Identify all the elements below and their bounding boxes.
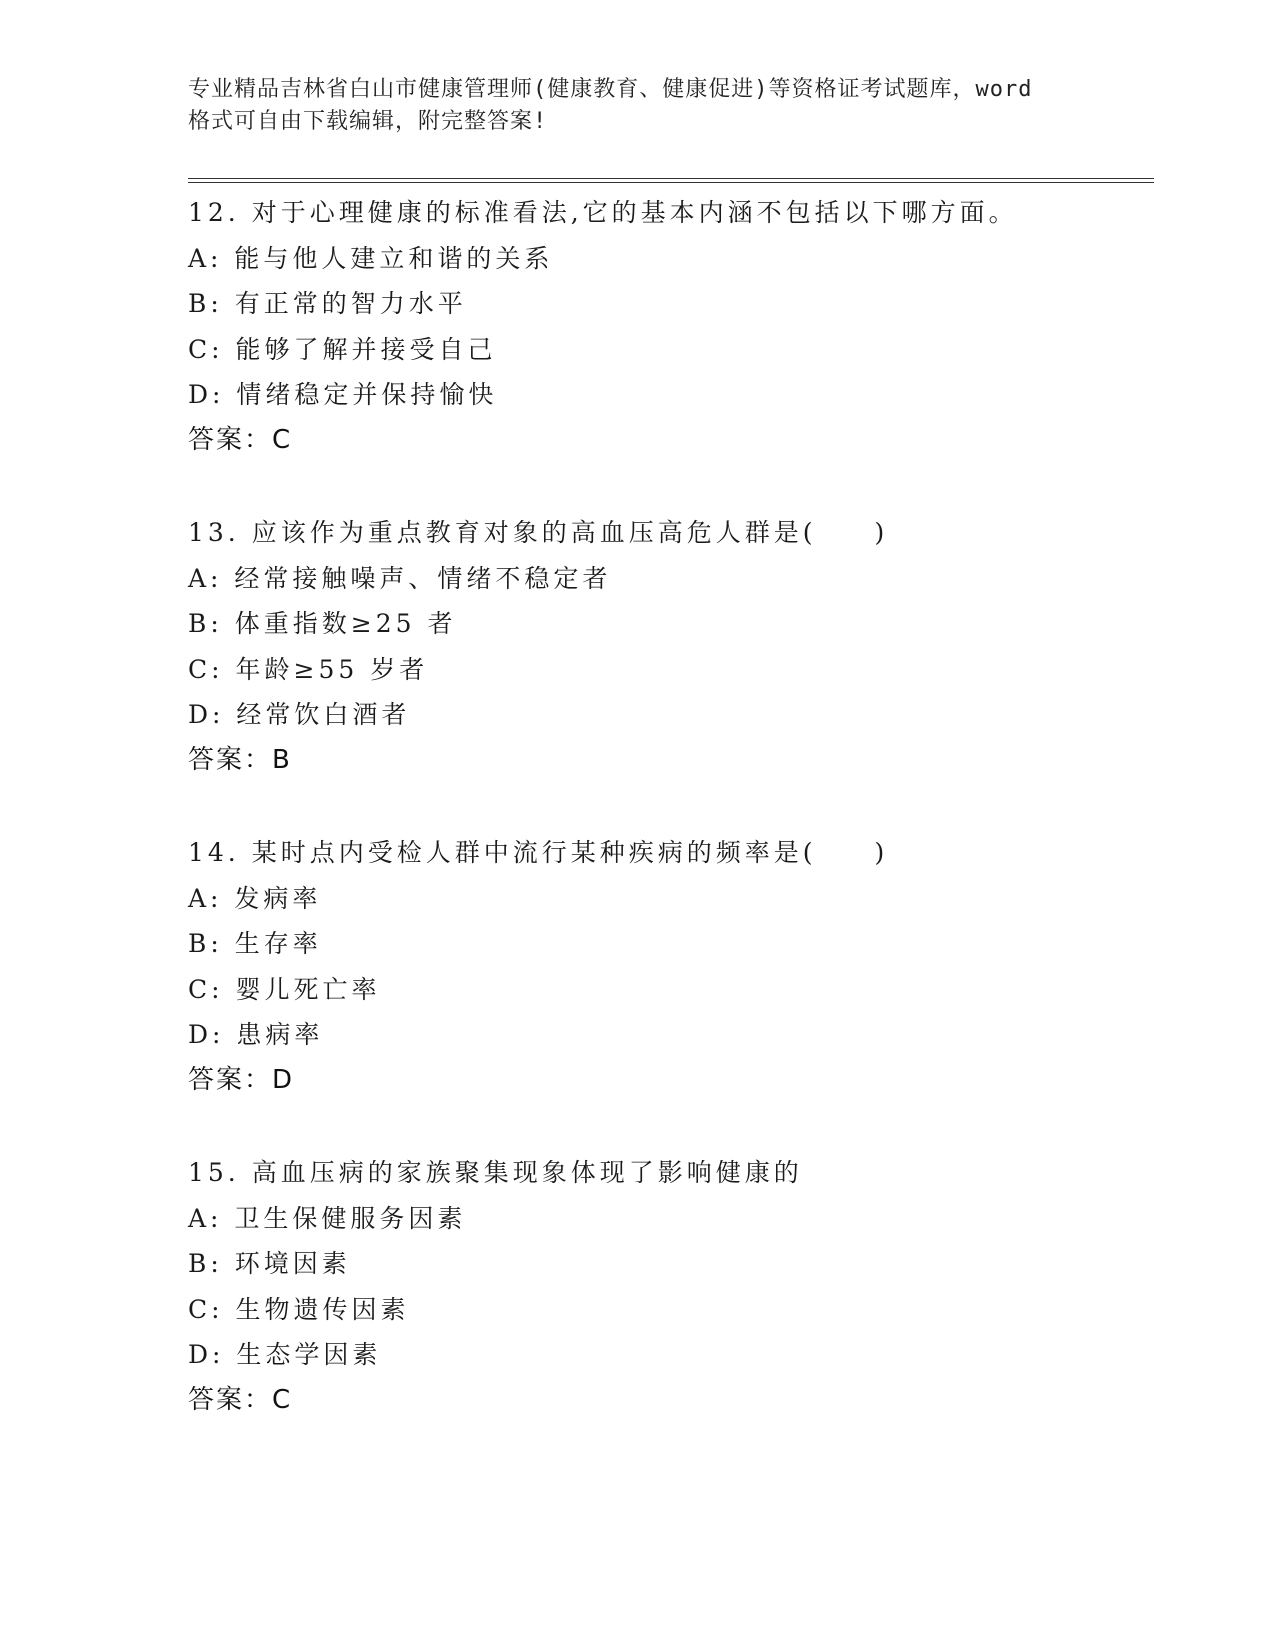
option-a: A: 能与他人建立和谐的关系 — [188, 243, 554, 273]
option-a: A: 经常接触噪声、情绪不稳定者 — [188, 563, 612, 593]
answer: 答案：C — [188, 1384, 293, 1415]
option-c: C: 能够了解并接受自己 — [188, 334, 497, 364]
header-divider-top — [188, 178, 1154, 179]
document-header — [188, 74, 1088, 138]
option-a: A: 发病率 — [188, 883, 322, 913]
option-b: B: 有正常的智力水平 — [188, 289, 467, 318]
answer: 答案：C — [188, 424, 293, 455]
header-line-1: 专业精品吉林省白山市健康管理师(健康教育、健康促进)等资格证考试题库，word — [188, 77, 1033, 102]
question-spacer — [188, 783, 1148, 830]
option-b: B: 体重指数≥25 者 — [188, 609, 457, 638]
option-c: C: 生物遗传因素 — [188, 1294, 410, 1324]
answer: 答案：D — [188, 1064, 295, 1095]
option-d: D: 患病率 — [188, 1020, 324, 1049]
option-b: B: 环境因素 — [188, 1249, 351, 1278]
question-stem: 15. 高血压病的家族聚集现象体现了影响健康的 — [188, 1158, 803, 1187]
option-c: C: 婴儿死亡率 — [188, 974, 381, 1004]
question-stem: 14. 某时点内受检人群中流行某种疾病的频率是( ) — [188, 838, 889, 867]
option-b: B: 生存率 — [188, 929, 322, 958]
option-d: D: 情绪稳定并保持愉快 — [188, 380, 498, 409]
question-spacer — [188, 1103, 1148, 1150]
question-15 — [188, 1150, 1148, 1423]
question-13 — [188, 510, 1148, 783]
question-14 — [188, 830, 1148, 1103]
header-divider-bottom — [188, 182, 1154, 183]
option-d: D: 经常饮白酒者 — [188, 700, 411, 729]
question-list — [188, 190, 1148, 1423]
header-line-2: 格式可自由下载编辑，附完整答案! — [188, 109, 548, 134]
question-stem: 13. 应该作为重点教育对象的高血压高危人群是( ) — [188, 518, 889, 547]
option-a: A: 卫生保健服务因素 — [188, 1203, 467, 1233]
question-12 — [188, 190, 1148, 463]
option-d: D: 生态学因素 — [188, 1340, 382, 1369]
answer: 答案：B — [188, 744, 292, 775]
option-c: C: 年龄≥55 岁者 — [188, 654, 429, 684]
question-spacer — [188, 463, 1148, 510]
question-stem: 12. 对于心理健康的标准看法,它的基本内涵不包括以下哪方面。 — [188, 198, 1018, 227]
